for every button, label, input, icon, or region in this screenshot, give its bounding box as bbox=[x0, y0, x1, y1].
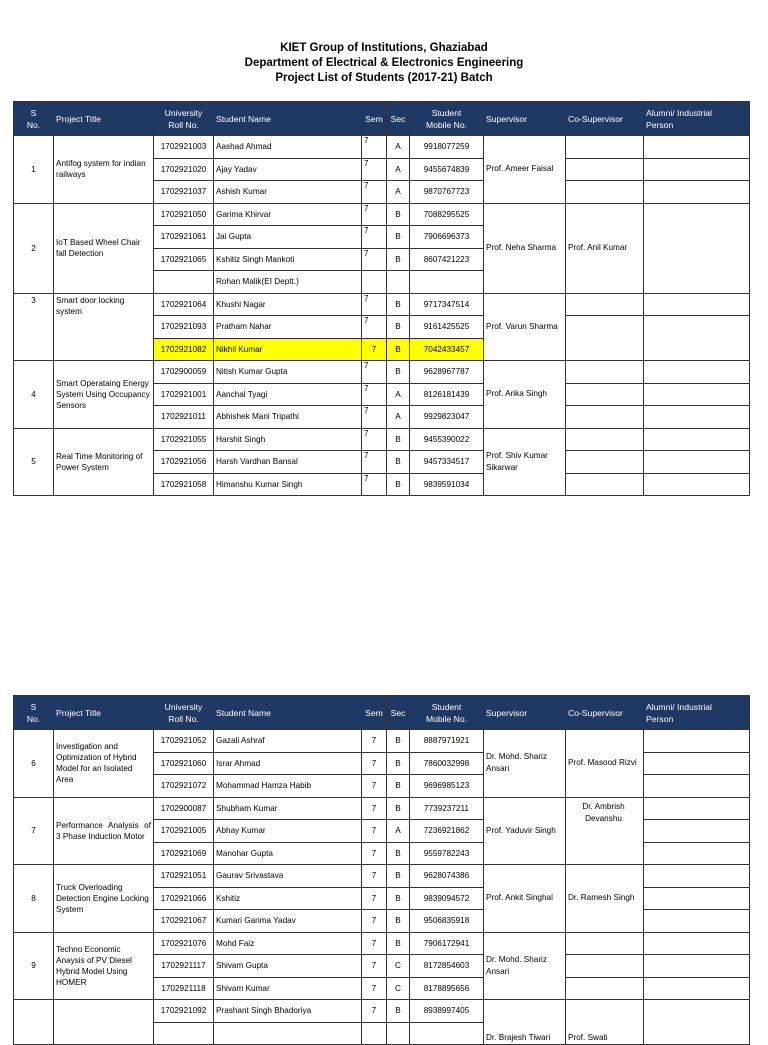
student-name: Rohan Malik(EI Deptt.) bbox=[214, 271, 362, 294]
project-sno bbox=[14, 1000, 54, 1045]
sem-value: 7 bbox=[362, 451, 387, 474]
roll-no: 1702921072 bbox=[154, 775, 214, 798]
sem-value: 7 bbox=[362, 730, 387, 753]
roll-no: 1702921067 bbox=[154, 910, 214, 933]
roll-no: 1702921082 bbox=[154, 338, 214, 361]
sec-value bbox=[387, 271, 410, 294]
sec-value: B bbox=[387, 775, 410, 798]
roll-no: 1702921118 bbox=[154, 977, 214, 1000]
sec-value: A bbox=[387, 383, 410, 406]
supervisor-name: Prof. Yaduvir Singh bbox=[484, 797, 566, 865]
roll-no: 1702921051 bbox=[154, 865, 214, 888]
alumni-cell bbox=[644, 887, 750, 910]
header-sem: Sem bbox=[362, 102, 387, 136]
co-supervisor-cell bbox=[566, 955, 644, 978]
roll-no: 1702921005 bbox=[154, 820, 214, 843]
sec-value: B bbox=[387, 316, 410, 339]
department-title: Department of Electrical & Electronics Engineering bbox=[244, 57, 524, 69]
mobile-no: 9628967787 bbox=[410, 361, 484, 384]
sem-value: 7 bbox=[362, 181, 387, 204]
table-row bbox=[14, 865, 750, 888]
alumni-cell bbox=[644, 383, 750, 406]
co-supervisor-cell bbox=[566, 451, 644, 474]
roll-no: 1702921092 bbox=[154, 1000, 214, 1023]
student-name: Prashant Singh Bhadoriya bbox=[214, 1000, 362, 1023]
co-supervisor-cell bbox=[566, 316, 644, 361]
header-sec: Sec bbox=[387, 102, 410, 136]
sem-value: 7 bbox=[362, 293, 387, 316]
mobile-no: 9717347514 bbox=[410, 293, 484, 316]
supervisor-name: Prof. Varun Sharma bbox=[484, 293, 566, 361]
roll-no: 1702900059 bbox=[154, 361, 214, 384]
mobile-no: 7860032998 bbox=[410, 752, 484, 775]
student-name: Himanshu Kumar Singh bbox=[214, 473, 362, 496]
header-alumni: Alumni/ Industrial Person bbox=[644, 696, 750, 730]
sem-value: 7 bbox=[362, 910, 387, 933]
project-sno: 3 bbox=[14, 293, 54, 361]
roll-no: 1702921065 bbox=[154, 248, 214, 271]
table-row bbox=[14, 1000, 750, 1023]
header-supervisor: Supervisor bbox=[484, 102, 566, 136]
sec-value: B bbox=[387, 248, 410, 271]
roll-no: 1702921061 bbox=[154, 226, 214, 249]
student-name: Aanchal Tyagi bbox=[214, 383, 362, 406]
sem-value: 7 bbox=[362, 1000, 387, 1023]
alumni-cell bbox=[644, 181, 750, 204]
sem-value bbox=[362, 271, 387, 294]
roll-no: 1702921117 bbox=[154, 955, 214, 978]
sec-value: A bbox=[387, 406, 410, 429]
mobile-no: 9870767723 bbox=[410, 181, 484, 204]
mobile-no: 9559782243 bbox=[410, 842, 484, 865]
roll-no: 1702921001 bbox=[154, 383, 214, 406]
header-project-title: Project Title bbox=[54, 696, 154, 730]
sem-value: 7 bbox=[362, 775, 387, 798]
sec-value: A bbox=[387, 820, 410, 843]
co-supervisor-cell bbox=[566, 406, 644, 429]
sem-value: 7 bbox=[362, 338, 387, 361]
project-sno: 2 bbox=[14, 203, 54, 293]
mobile-no: 8126181439 bbox=[410, 383, 484, 406]
project-title: Performance Analysis of 3 Phase Induction Motor bbox=[54, 797, 154, 865]
sec-value: B bbox=[387, 473, 410, 496]
supervisor-name: Prof. Shiv Kumar Sikarwar bbox=[484, 428, 566, 496]
roll-no: 1702921056 bbox=[154, 451, 214, 474]
student-name: Kumari Garima Yadav bbox=[214, 910, 362, 933]
document-header bbox=[0, 41, 768, 86]
project-sno: 8 bbox=[14, 865, 54, 933]
project-title: Smart door locking system bbox=[54, 293, 154, 361]
co-supervisor-cell bbox=[566, 361, 644, 384]
project-sno: 1 bbox=[14, 136, 54, 204]
table-row bbox=[14, 428, 750, 451]
sem-value: 7 bbox=[362, 955, 387, 978]
mobile-no: 9839591034 bbox=[410, 473, 484, 496]
student-name: Aashad Ahmad bbox=[214, 136, 362, 159]
student-name: Mohammad Hamza Habib bbox=[214, 775, 362, 798]
mobile-no: 8178895656 bbox=[410, 977, 484, 1000]
sec-value: A bbox=[387, 181, 410, 204]
mobile-no bbox=[410, 1022, 484, 1045]
alumni-cell bbox=[644, 1000, 750, 1045]
student-name: Kshitiz bbox=[214, 887, 362, 910]
sem-value: 7 bbox=[362, 887, 387, 910]
roll-no: 1702921060 bbox=[154, 752, 214, 775]
header-co-supervisor: Co-Supervisor bbox=[566, 102, 644, 136]
table-header-row bbox=[14, 696, 750, 730]
mobile-no: 9455390022 bbox=[410, 428, 484, 451]
alumni-cell bbox=[644, 775, 750, 798]
institution-title: KIET Group of Institutions, Ghaziabad bbox=[280, 42, 488, 54]
student-name: Ajay Yadav bbox=[214, 158, 362, 181]
project-table-1 bbox=[13, 101, 750, 496]
co-supervisor-name: Dr. Ambrish Devanshu bbox=[566, 797, 644, 865]
sec-value: B bbox=[387, 910, 410, 933]
mobile-no: 9918077259 bbox=[410, 136, 484, 159]
sec-value bbox=[387, 1022, 410, 1045]
roll-no: 1702921069 bbox=[154, 842, 214, 865]
sec-value: B bbox=[387, 338, 410, 361]
mobile-no: 9929823047 bbox=[410, 406, 484, 429]
co-supervisor-name: Prof. Anil Kumar bbox=[566, 203, 644, 293]
sem-value: 7 bbox=[362, 136, 387, 159]
header-co-supervisor: Co-Supervisor bbox=[566, 696, 644, 730]
student-name: Israr Ahmad bbox=[214, 752, 362, 775]
sem-value: 7 bbox=[362, 797, 387, 820]
supervisor-name: Prof. Neha Sharma bbox=[484, 203, 566, 293]
alumni-cell bbox=[644, 955, 750, 978]
header-alumni: Alumni/ Industrial Person bbox=[644, 102, 750, 136]
table-row bbox=[14, 797, 750, 820]
header-project-title: Project Title bbox=[54, 102, 154, 136]
sec-value: B bbox=[387, 752, 410, 775]
roll-no bbox=[154, 271, 214, 294]
mobile-no: 7236921862 bbox=[410, 820, 484, 843]
sec-value: B bbox=[387, 865, 410, 888]
project-sno: 5 bbox=[14, 428, 54, 496]
project-title: Smart Operataing Energy System Using Occupancy Sensors bbox=[54, 361, 154, 429]
project-table-2 bbox=[13, 695, 750, 1045]
co-supervisor-name: Prof. Swati bbox=[566, 1000, 644, 1045]
sem-value: 7 bbox=[362, 842, 387, 865]
co-supervisor-cell bbox=[566, 977, 644, 1000]
alumni-cell bbox=[644, 910, 750, 933]
mobile-no: 9628074386 bbox=[410, 865, 484, 888]
header-mobile: Student Mobile No. bbox=[410, 102, 484, 136]
sec-value: B bbox=[387, 842, 410, 865]
mobile-no: 8887971921 bbox=[410, 730, 484, 753]
mobile-no bbox=[410, 271, 484, 294]
alumni-cell bbox=[644, 932, 750, 955]
project-title: Truck Overloading Detection Engine Locking System bbox=[54, 865, 154, 933]
project-sno: 6 bbox=[14, 730, 54, 798]
alumni-cell bbox=[644, 158, 750, 181]
project-title: Techno Economic Anaysis of PV Diesel Hybrid Model Using HOMER bbox=[54, 932, 154, 1000]
supervisor-name: Dr. Mohd. Shariz Ansari bbox=[484, 932, 566, 1000]
table-row bbox=[14, 203, 750, 226]
table-row bbox=[14, 293, 750, 316]
list-title: Project List of Students (2017-21) Batch bbox=[275, 72, 493, 84]
sem-value: 7 bbox=[362, 473, 387, 496]
supervisor-name: Prof. Arika Singh bbox=[484, 361, 566, 429]
co-supervisor-cell bbox=[566, 473, 644, 496]
mobile-no: 7088295525 bbox=[410, 203, 484, 226]
student-name: Khushi Nagar bbox=[214, 293, 362, 316]
sec-value: B bbox=[387, 451, 410, 474]
co-supervisor-cell bbox=[566, 181, 644, 204]
sec-value: C bbox=[387, 955, 410, 978]
mobile-no: 9506835918 bbox=[410, 910, 484, 933]
co-supervisor-cell bbox=[566, 136, 644, 159]
sem-value: 7 bbox=[362, 383, 387, 406]
student-name: Harshit Singh bbox=[214, 428, 362, 451]
student-name: Nikhil Kumar bbox=[214, 338, 362, 361]
student-name: Nitish Kumar Gupta bbox=[214, 361, 362, 384]
sem-value: 7 bbox=[362, 428, 387, 451]
project-title: Real Time Monitoring of Power System bbox=[54, 428, 154, 496]
alumni-cell bbox=[644, 865, 750, 888]
table-row bbox=[14, 136, 750, 159]
sec-value: B bbox=[387, 797, 410, 820]
project-title: Investigation and Optimization of Hybrid Model for an Isolated Area bbox=[54, 730, 154, 798]
alumni-cell bbox=[644, 316, 750, 361]
alumni-cell bbox=[644, 797, 750, 820]
sec-value: A bbox=[387, 136, 410, 159]
sem-value: 7 bbox=[362, 977, 387, 1000]
sec-value: B bbox=[387, 428, 410, 451]
table-row bbox=[14, 730, 750, 753]
co-supervisor-name: Prof. Masood Rizvi bbox=[566, 730, 644, 798]
table-row bbox=[14, 361, 750, 384]
sem-value: 7 bbox=[362, 226, 387, 249]
sem-value: 7 bbox=[362, 752, 387, 775]
mobile-no: 9455674839 bbox=[410, 158, 484, 181]
sem-value: 7 bbox=[362, 820, 387, 843]
roll-no: 1702921050 bbox=[154, 203, 214, 226]
student-name: Shivam Gupta bbox=[214, 955, 362, 978]
project-title bbox=[54, 1000, 154, 1045]
alumni-cell bbox=[644, 820, 750, 843]
project-title: IoT Based Wheel Chair fall Detection bbox=[54, 203, 154, 293]
roll-no: 1702921055 bbox=[154, 428, 214, 451]
student-name: Kshitiz Singh Mankoti bbox=[214, 248, 362, 271]
alumni-cell bbox=[644, 730, 750, 753]
student-name: Manohar Gupta bbox=[214, 842, 362, 865]
mobile-no: 9457334517 bbox=[410, 451, 484, 474]
student-name: Jai Gupta bbox=[214, 226, 362, 249]
header-sec: Sec bbox=[387, 696, 410, 730]
roll-no: 1702921011 bbox=[154, 406, 214, 429]
project-sno: 7 bbox=[14, 797, 54, 865]
student-name: Ashish Kumar bbox=[214, 181, 362, 204]
header-sno: S No. bbox=[14, 696, 54, 730]
roll-no: 1702900087 bbox=[154, 797, 214, 820]
sem-value bbox=[362, 1022, 387, 1045]
supervisor-name: Prof. Ameer Faisal bbox=[484, 136, 566, 204]
supervisor-name: Dr. Brajesh Tiwari bbox=[484, 1000, 566, 1045]
mobile-no: 9839094572 bbox=[410, 887, 484, 910]
sec-value: C bbox=[387, 977, 410, 1000]
sec-value: A bbox=[387, 158, 410, 181]
alumni-cell bbox=[644, 752, 750, 775]
mobile-no: 8607421223 bbox=[410, 248, 484, 271]
sem-value: 7 bbox=[362, 158, 387, 181]
co-supervisor-cell bbox=[566, 428, 644, 451]
mobile-no: 7906172941 bbox=[410, 932, 484, 955]
co-supervisor-cell bbox=[566, 383, 644, 406]
header-mobile: Student Mobile No. bbox=[410, 696, 484, 730]
project-sno: 9 bbox=[14, 932, 54, 1000]
sem-value: 7 bbox=[362, 406, 387, 429]
roll-no: 1702921003 bbox=[154, 136, 214, 159]
mobile-no: 7739237211 bbox=[410, 797, 484, 820]
table-row bbox=[14, 932, 750, 955]
alumni-cell bbox=[644, 293, 750, 316]
roll-no: 1702921093 bbox=[154, 316, 214, 339]
student-name: Harsh Vardhan Bansal bbox=[214, 451, 362, 474]
alumni-cell bbox=[644, 473, 750, 496]
student-name: Garima Khirvar bbox=[214, 203, 362, 226]
student-name: Abhay Kumar bbox=[214, 820, 362, 843]
header-roll-no: University Roll No. bbox=[154, 696, 214, 730]
roll-no: 1702921052 bbox=[154, 730, 214, 753]
header-sem: Sem bbox=[362, 696, 387, 730]
roll-no: 1702921064 bbox=[154, 293, 214, 316]
mobile-no: 7042433457 bbox=[410, 338, 484, 361]
sec-value: B bbox=[387, 932, 410, 955]
sem-value: 7 bbox=[362, 203, 387, 226]
mobile-no: 9696985123 bbox=[410, 775, 484, 798]
co-supervisor-cell bbox=[566, 158, 644, 181]
alumni-cell bbox=[644, 428, 750, 451]
student-name: Gazali Ashraf bbox=[214, 730, 362, 753]
roll-no: 1702921020 bbox=[154, 158, 214, 181]
sem-value: 7 bbox=[362, 932, 387, 955]
roll-no: 1702921037 bbox=[154, 181, 214, 204]
sec-value: B bbox=[387, 361, 410, 384]
supervisor-name: Prof. Ankit Singhal bbox=[484, 865, 566, 933]
student-name: Abhishek Mani Tripathi bbox=[214, 406, 362, 429]
mobile-no: 8172854603 bbox=[410, 955, 484, 978]
alumni-cell bbox=[644, 977, 750, 1000]
roll-no: 1702921058 bbox=[154, 473, 214, 496]
mobile-no: 9161425525 bbox=[410, 316, 484, 339]
student-name bbox=[214, 1022, 362, 1045]
sem-value: 7 bbox=[362, 361, 387, 384]
sec-value: B bbox=[387, 730, 410, 753]
table-header-row bbox=[14, 102, 750, 136]
sec-value: B bbox=[387, 1000, 410, 1023]
sec-value: B bbox=[387, 226, 410, 249]
sem-value: 7 bbox=[362, 316, 387, 339]
project-title: Antifog system for indian railways bbox=[54, 136, 154, 204]
alumni-cell bbox=[644, 361, 750, 384]
header-roll-no: University Roll No. bbox=[154, 102, 214, 136]
student-name: Shivam Kumar bbox=[214, 977, 362, 1000]
sec-value: B bbox=[387, 887, 410, 910]
sem-value: 7 bbox=[362, 865, 387, 888]
sec-value: B bbox=[387, 203, 410, 226]
header-student-name: Student Name bbox=[214, 696, 362, 730]
student-name: Shubham Kumar bbox=[214, 797, 362, 820]
project-sno: 4 bbox=[14, 361, 54, 429]
sec-value: B bbox=[387, 293, 410, 316]
roll-no: 1702921076 bbox=[154, 932, 214, 955]
mobile-no: 8938997405 bbox=[410, 1000, 484, 1023]
supervisor-name: Dr. Mohd. Shariz Ansari bbox=[484, 730, 566, 798]
co-supervisor-cell bbox=[566, 293, 644, 316]
header-sno: S No. bbox=[14, 102, 54, 136]
student-name: Pratham Nahar bbox=[214, 316, 362, 339]
student-name: Mohd Faiz bbox=[214, 932, 362, 955]
co-supervisor-name: Dr. Ramesh Singh bbox=[566, 865, 644, 933]
alumni-cell bbox=[644, 406, 750, 429]
co-supervisor-cell bbox=[566, 932, 644, 955]
alumni-cell bbox=[644, 136, 750, 159]
alumni-cell bbox=[644, 842, 750, 865]
alumni-cell bbox=[644, 451, 750, 474]
student-name: Gaurav Srivastava bbox=[214, 865, 362, 888]
roll-no bbox=[154, 1022, 214, 1045]
header-supervisor: Supervisor bbox=[484, 696, 566, 730]
sem-value: 7 bbox=[362, 248, 387, 271]
roll-no: 1702921066 bbox=[154, 887, 214, 910]
mobile-no: 7906696373 bbox=[410, 226, 484, 249]
header-student-name: Student Name bbox=[214, 102, 362, 136]
alumni-cell bbox=[644, 203, 750, 293]
